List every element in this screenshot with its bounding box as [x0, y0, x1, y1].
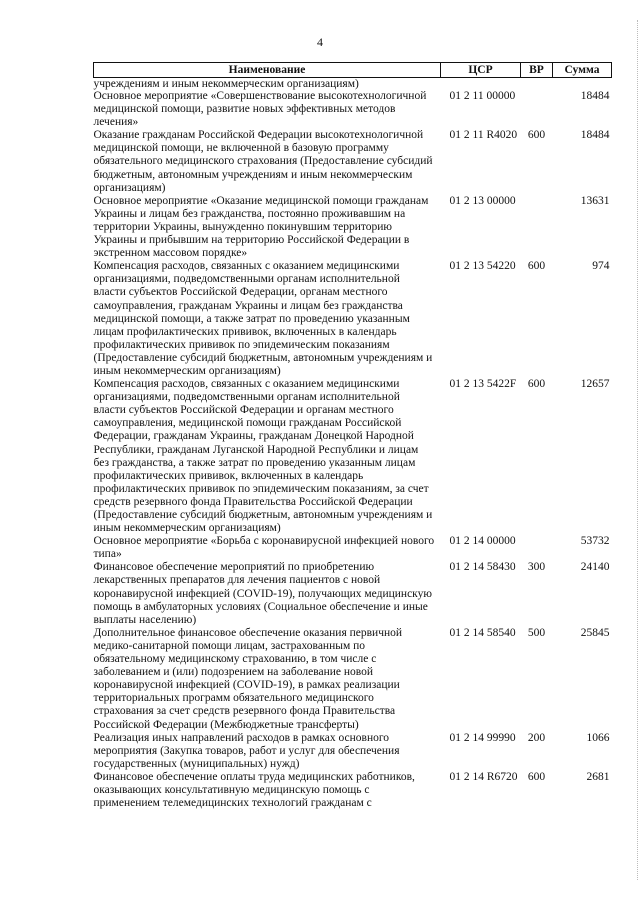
row-csr	[441, 78, 521, 91]
table-row	[94, 732, 612, 771]
row-csr: 01 2 11 R4020	[449, 129, 518, 142]
table-row	[94, 78, 612, 91]
table-header	[94, 63, 612, 78]
header-name: Наименование	[94, 63, 441, 78]
row-sum: 13631	[580, 194, 610, 207]
page-number: 4	[317, 35, 323, 49]
table-row	[94, 90, 612, 129]
row-sum: 2681	[586, 770, 610, 783]
row-name: Финансовое обеспечение оплаты труда медицинских работников, оказывающих консультативную медицинскую помощь с применением телемедицинских технологий гражданам с	[93, 770, 415, 810]
row-vr	[521, 535, 553, 561]
row-sum: 12657	[580, 378, 610, 391]
row-vr	[521, 195, 553, 260]
table-row	[94, 627, 612, 732]
row-sum: 1066	[586, 731, 610, 744]
header-sum: Сумма	[553, 63, 612, 78]
row-name: Реализация иных направлений расходов в рамках основного мероприятия (Закупка товаров, работ и услуг для обеспечения государственных (муниципальных) нужд)	[93, 731, 400, 770]
row-vr: 200	[527, 731, 546, 744]
row-sum: 18484	[580, 90, 610, 102]
row-name: Компенсация расходов, связанных с оказанием медицинскими организациями, подведомственными органам исполнительной власти субъектов Российской Федерации, органам местного самоуправления, гражданам Украины и лицам без гражданства медицинской помощи, а также затрат по проведению указанным лицам профилактических прививок, включенных в календарь профилактических прививок по эпидемическим показаниям (Предоставление субсидий бюджетным, автономным учреждениям и иным некоммерческим организациям)	[93, 260, 433, 377]
row-sum: 53732	[580, 535, 610, 548]
row-csr: 01 2 14 58430	[449, 561, 516, 574]
table-row	[94, 129, 612, 194]
header-vr: ВР	[521, 63, 553, 78]
row-vr: 300	[527, 561, 546, 574]
table-body	[94, 78, 612, 811]
row-csr: 01 2 11 00000	[449, 90, 516, 102]
row-name: Основное мероприятие «Борьба с коронавирусной инфекцией нового типа»	[93, 535, 435, 561]
row-name: Финансовое обеспечение мероприятий по приобретению лекарственных препаратов для лечения пациентов с новой коронавирусной инфекцией (COVID-19), получающих медицинскую помощь в амбулаторных условиях (Социальное обеспечение и иные выплаты населению)	[93, 561, 432, 626]
table-row	[94, 561, 612, 626]
row-sum	[553, 78, 612, 91]
row-csr: 01 2 13 5422F	[449, 378, 517, 391]
table-row	[94, 260, 612, 378]
table-row	[94, 771, 612, 810]
row-vr: 600	[527, 378, 546, 391]
row-name: Дополнительное финансовое обеспечение оказания первичной медико-санитарной помощи лицам, застрахованным по обязательному медицинскому страхованию, в том числе с заболеванием и (или) подозрением на заболевание новой коронавирусной инфекцией (COVID-19), в рамках реализации территориальных программ обязательного медицинского страхования за счет средств резервного фонда Правительства Российской Федерации (Межбюджетные трансферты)	[93, 626, 403, 731]
table-row	[94, 535, 612, 561]
row-sum: 18484	[580, 129, 610, 142]
scan-edge-mark	[636, 20, 638, 880]
header-csr: ЦСР	[441, 63, 521, 78]
row-sum: 24140	[580, 561, 610, 574]
row-vr	[521, 90, 553, 129]
header-row	[94, 63, 612, 78]
row-vr	[521, 78, 553, 91]
row-csr: 01 2 14 99990	[449, 731, 516, 744]
row-sum: 25845	[580, 626, 610, 639]
row-vr: 600	[527, 129, 546, 142]
row-name: учреждениям и иным некоммерческим организациям)	[93, 78, 359, 90]
row-csr: 01 2 14 58540	[449, 626, 516, 639]
row-vr: 600	[527, 770, 546, 783]
row-vr: 600	[527, 260, 546, 273]
row-csr: 01 2 13 54220	[449, 260, 516, 273]
row-name: Основное мероприятие «Оказание медицинской помощи гражданам Украины и лицам без гражданства, постоянно проживавшим на территории Украины, вынужденно покинувшим территорию Украины и прибывшим на территорию Российской Федерации в экстренном массовом порядке»	[93, 194, 429, 260]
row-csr: 01 2 14 R6720	[449, 770, 518, 783]
row-name: Основное мероприятие «Совершенствование высокотехнологичной медицинской помощи, развитие новых эффективных методов лечения»	[93, 90, 427, 129]
row-csr: 01 2 14 00000	[449, 535, 516, 548]
budget-table	[93, 62, 612, 810]
row-name: Компенсация расходов, связанных с оказанием медицинскими организациями, подведомственными органам исполнительной власти субъектов Российской Федерации и органам местного самоуправления, медицинской помощи гражданам Российской Федерации, гражданам Украины, гражданам Донецкой Народной Республики, гражданам Луганской Народной Республики и лицам без гражданства, а также затрат по проведению указанным лицам профилактических прививок, включенных в календарь профилактических прививок по эпидемическим показаниям, за счет средств резервного фонда Правительства Российской Федерации (Предоставление субсидий бюджетным, автономным учреждениям и иным некоммерческим организациям)	[93, 378, 433, 535]
table-row	[94, 378, 612, 535]
row-vr: 500	[527, 626, 546, 639]
row-name: Оказание гражданам Российской Федерации высокотехнологичной медицинской помощи, не включенной в базовую программу обязательного медицинского страхования (Предоставление субсидий бюджетным, автономным учреждениям и иным некоммерческим организациям)	[93, 129, 433, 194]
table-row	[94, 195, 612, 260]
row-csr: 01 2 13 00000	[449, 194, 516, 207]
row-sum: 974	[592, 260, 610, 273]
